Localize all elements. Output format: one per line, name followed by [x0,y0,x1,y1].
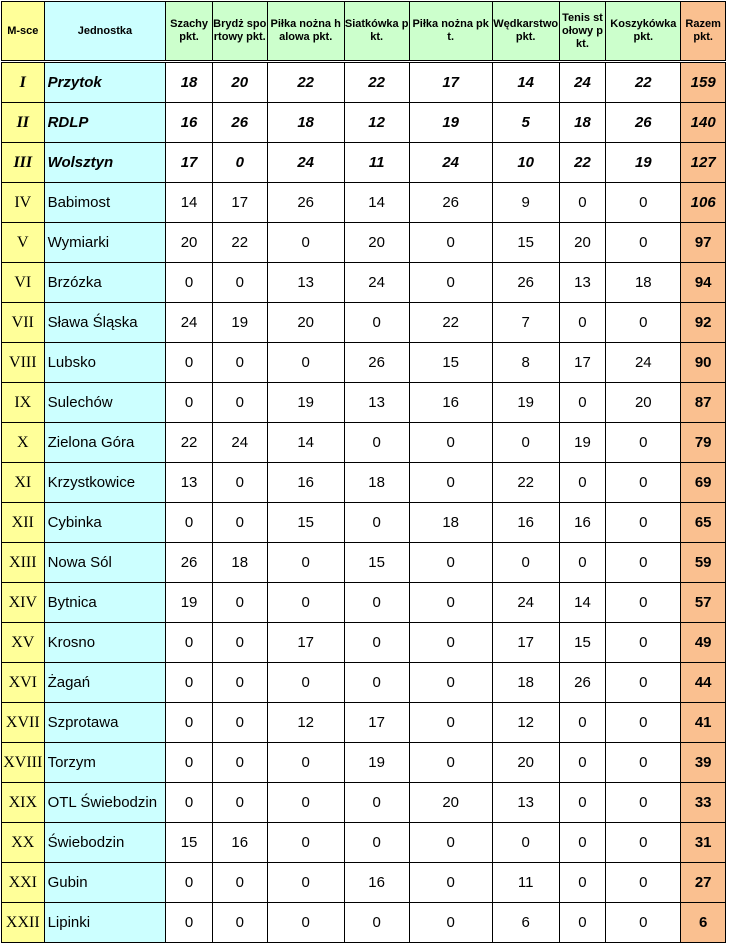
table-row [2,903,726,943]
score-cell: 0 [409,423,492,463]
score-cell: 7 [492,303,559,343]
score-cell: 0 [166,263,213,303]
score-cell: 0 [606,583,681,623]
header-discipline: Piłka nożna halowa pkt. [267,2,344,62]
score-cell: 0 [606,623,681,663]
total-cell: 57 [681,583,726,623]
score-cell: 22 [344,62,409,103]
header-discipline: Szachy pkt. [166,2,213,62]
score-cell: 22 [492,463,559,503]
score-cell: 0 [559,903,606,943]
place-cell: XV [2,623,45,663]
score-cell: 20 [606,383,681,423]
total-cell: 94 [681,263,726,303]
score-cell: 17 [409,62,492,103]
score-cell: 0 [212,783,267,823]
score-cell: 16 [559,503,606,543]
score-cell: 0 [409,543,492,583]
header-place: M-sce [2,2,45,62]
score-cell: 0 [409,663,492,703]
place-cell: XIII [2,543,45,583]
score-cell: 24 [559,62,606,103]
place-cell: XIX [2,783,45,823]
place-cell: XVIII [2,743,45,783]
score-cell: 0 [212,623,267,663]
score-cell: 0 [344,583,409,623]
table-row [2,103,726,143]
table-row [2,863,726,903]
score-cell: 20 [492,743,559,783]
score-cell: 0 [166,343,213,383]
score-cell: 0 [212,583,267,623]
score-cell: 0 [166,903,213,943]
total-cell: 106 [681,183,726,223]
score-cell: 16 [166,103,213,143]
score-cell: 19 [212,303,267,343]
results-body [2,62,726,943]
score-cell: 5 [492,103,559,143]
score-cell: 0 [559,743,606,783]
score-cell: 0 [492,543,559,583]
header-total: Razem pkt. [681,2,726,62]
score-cell: 18 [212,543,267,583]
unit-name-cell: Sulechów [44,383,166,423]
score-cell: 0 [267,343,344,383]
score-cell: 0 [267,223,344,263]
score-cell: 15 [267,503,344,543]
score-cell: 19 [492,383,559,423]
place-cell: XIV [2,583,45,623]
unit-name-cell: Krzystkowice [44,463,166,503]
score-cell: 0 [559,863,606,903]
score-cell: 19 [409,103,492,143]
score-cell: 0 [606,903,681,943]
score-cell: 0 [166,703,213,743]
score-cell: 0 [212,903,267,943]
score-cell: 11 [492,863,559,903]
score-cell: 0 [559,703,606,743]
table-row [2,143,726,183]
score-cell: 24 [492,583,559,623]
results-table [1,1,726,943]
score-cell: 15 [344,543,409,583]
table-row [2,463,726,503]
score-cell: 20 [166,223,213,263]
score-cell: 0 [606,303,681,343]
total-cell: 140 [681,103,726,143]
score-cell: 26 [606,103,681,143]
score-cell: 24 [267,143,344,183]
score-cell: 0 [492,823,559,863]
score-cell: 14 [492,62,559,103]
score-cell: 0 [212,263,267,303]
score-cell: 0 [166,663,213,703]
place-cell: XXI [2,863,45,903]
score-cell: 0 [344,663,409,703]
score-cell: 0 [344,783,409,823]
score-cell: 0 [212,383,267,423]
place-cell: XX [2,823,45,863]
header-row [2,2,726,62]
score-cell: 0 [409,623,492,663]
score-cell: 16 [409,383,492,423]
total-cell: 159 [681,62,726,103]
score-cell: 0 [344,623,409,663]
score-cell: 0 [559,783,606,823]
score-cell: 0 [559,543,606,583]
total-cell: 27 [681,863,726,903]
score-cell: 0 [267,783,344,823]
total-cell: 65 [681,503,726,543]
score-cell: 26 [212,103,267,143]
unit-name-cell: Cybinka [44,503,166,543]
score-cell: 19 [344,743,409,783]
table-row [2,823,726,863]
score-cell: 19 [267,383,344,423]
place-cell: VII [2,303,45,343]
score-cell: 24 [344,263,409,303]
table-row [2,423,726,463]
table-row [2,343,726,383]
unit-name-cell: Żagań [44,663,166,703]
score-cell: 0 [409,463,492,503]
score-cell: 14 [267,423,344,463]
score-cell: 0 [559,823,606,863]
unit-name-cell: Świebodzin [44,823,166,863]
score-cell: 24 [409,143,492,183]
total-cell: 44 [681,663,726,703]
score-cell: 26 [492,263,559,303]
score-cell: 16 [492,503,559,543]
score-cell: 22 [212,223,267,263]
table-row [2,663,726,703]
score-cell: 0 [166,383,213,423]
unit-name-cell: Nowa Sól [44,543,166,583]
score-cell: 0 [212,343,267,383]
place-cell: XI [2,463,45,503]
score-cell: 0 [344,903,409,943]
score-cell: 0 [267,863,344,903]
table-row [2,583,726,623]
score-cell: 0 [212,863,267,903]
score-cell: 19 [606,143,681,183]
score-cell: 18 [344,463,409,503]
score-cell: 0 [606,423,681,463]
score-cell: 0 [166,863,213,903]
table-row [2,783,726,823]
place-cell: XVI [2,663,45,703]
score-cell: 18 [267,103,344,143]
place-cell: XII [2,503,45,543]
score-cell: 13 [344,383,409,423]
header-discipline: Siatkówka pkt. [344,2,409,62]
score-cell: 12 [344,103,409,143]
total-cell: 97 [681,223,726,263]
table-row [2,183,726,223]
unit-name-cell: Wolsztyn [44,143,166,183]
score-cell: 0 [212,703,267,743]
score-cell: 13 [267,263,344,303]
score-cell: 14 [344,183,409,223]
score-cell: 20 [559,223,606,263]
total-cell: 79 [681,423,726,463]
table-row [2,383,726,423]
score-cell: 0 [344,823,409,863]
score-cell: 26 [267,183,344,223]
header-discipline: Brydż sportowy pkt. [212,2,267,62]
score-cell: 12 [267,703,344,743]
score-cell: 22 [559,143,606,183]
place-cell: II [2,103,45,143]
score-cell: 0 [267,663,344,703]
score-cell: 0 [559,463,606,503]
score-cell: 0 [212,463,267,503]
score-cell: 6 [492,903,559,943]
score-cell: 9 [492,183,559,223]
score-cell: 0 [212,503,267,543]
score-cell: 17 [212,183,267,223]
place-cell: XXII [2,903,45,943]
header-discipline: Wędkarstwo pkt. [492,2,559,62]
place-cell: III [2,143,45,183]
unit-name-cell: Lubsko [44,343,166,383]
score-cell: 12 [492,703,559,743]
unit-name-cell: Bytnica [44,583,166,623]
score-cell: 0 [606,703,681,743]
table-row [2,62,726,103]
header-discipline: Piłka nożna pkt. [409,2,492,62]
score-cell: 0 [267,583,344,623]
score-cell: 0 [606,783,681,823]
unit-name-cell: Brzózka [44,263,166,303]
score-cell: 0 [606,663,681,703]
unit-name-cell: OTL Świebodzin [44,783,166,823]
score-cell: 0 [492,423,559,463]
score-cell: 18 [606,263,681,303]
score-cell: 22 [267,62,344,103]
table-row [2,263,726,303]
score-cell: 0 [212,663,267,703]
score-cell: 14 [559,583,606,623]
place-cell: X [2,423,45,463]
score-cell: 0 [166,503,213,543]
score-cell: 17 [492,623,559,663]
unit-name-cell: Babimost [44,183,166,223]
score-cell: 15 [409,343,492,383]
score-cell: 16 [267,463,344,503]
score-cell: 0 [267,743,344,783]
place-cell: I [2,62,45,103]
header-discipline: Tenis stołowy pkt. [559,2,606,62]
score-cell: 0 [606,503,681,543]
total-cell: 69 [681,463,726,503]
unit-name-cell: Krosno [44,623,166,663]
place-cell: XVII [2,703,45,743]
table-row [2,503,726,543]
score-cell: 26 [344,343,409,383]
score-cell: 13 [166,463,213,503]
score-cell: 13 [492,783,559,823]
score-cell: 18 [166,62,213,103]
place-cell: IV [2,183,45,223]
score-cell: 17 [344,703,409,743]
score-cell: 0 [559,383,606,423]
score-cell: 0 [409,863,492,903]
total-cell: 92 [681,303,726,343]
score-cell: 26 [559,663,606,703]
score-cell: 22 [166,423,213,463]
table-row [2,743,726,783]
score-cell: 0 [409,823,492,863]
score-cell: 19 [559,423,606,463]
score-cell: 0 [606,863,681,903]
score-cell: 14 [166,183,213,223]
table-row [2,543,726,583]
score-cell: 0 [409,903,492,943]
score-cell: 19 [166,583,213,623]
score-cell: 0 [559,303,606,343]
place-cell: IX [2,383,45,423]
score-cell: 26 [166,543,213,583]
score-cell: 17 [166,143,213,183]
score-cell: 13 [559,263,606,303]
place-cell: VI [2,263,45,303]
score-cell: 24 [212,423,267,463]
total-cell: 33 [681,783,726,823]
unit-name-cell: Zielona Góra [44,423,166,463]
score-cell: 20 [344,223,409,263]
score-cell: 15 [166,823,213,863]
total-cell: 49 [681,623,726,663]
unit-name-cell: Szprotawa [44,703,166,743]
score-cell: 11 [344,143,409,183]
total-cell: 87 [681,383,726,423]
score-cell: 0 [344,503,409,543]
score-cell: 0 [267,823,344,863]
unit-name-cell: Gubin [44,863,166,903]
total-cell: 127 [681,143,726,183]
score-cell: 0 [166,623,213,663]
unit-name-cell: Lipinki [44,903,166,943]
place-cell: V [2,223,45,263]
score-cell: 0 [267,903,344,943]
score-cell: 0 [606,743,681,783]
score-cell: 16 [344,863,409,903]
score-cell: 24 [606,343,681,383]
score-cell: 15 [492,223,559,263]
score-cell: 18 [492,663,559,703]
total-cell: 59 [681,543,726,583]
score-cell: 0 [409,263,492,303]
score-cell: 10 [492,143,559,183]
score-cell: 0 [409,223,492,263]
score-cell: 0 [212,143,267,183]
total-cell: 39 [681,743,726,783]
score-cell: 0 [409,703,492,743]
score-cell: 0 [559,183,606,223]
table-row [2,623,726,663]
table-row [2,703,726,743]
score-cell: 0 [606,183,681,223]
unit-name-cell: Przytok [44,62,166,103]
score-cell: 16 [212,823,267,863]
table-row [2,303,726,343]
score-cell: 0 [606,463,681,503]
total-cell: 6 [681,903,726,943]
score-cell: 0 [606,823,681,863]
score-cell: 0 [212,743,267,783]
score-cell: 18 [409,503,492,543]
score-cell: 0 [409,743,492,783]
score-cell: 0 [166,743,213,783]
score-cell: 0 [606,543,681,583]
score-cell: 0 [344,303,409,343]
score-cell: 22 [606,62,681,103]
place-cell: VIII [2,343,45,383]
score-cell: 17 [559,343,606,383]
score-cell: 20 [409,783,492,823]
score-cell: 8 [492,343,559,383]
score-cell: 18 [559,103,606,143]
score-cell: 20 [267,303,344,343]
table-row [2,223,726,263]
score-cell: 24 [166,303,213,343]
unit-name-cell: Sława Śląska [44,303,166,343]
score-cell: 22 [409,303,492,343]
total-cell: 90 [681,343,726,383]
total-cell: 41 [681,703,726,743]
score-cell: 17 [267,623,344,663]
header-discipline: Koszykówka pkt. [606,2,681,62]
score-cell: 0 [166,783,213,823]
score-cell: 0 [344,423,409,463]
unit-name-cell: RDLP [44,103,166,143]
score-cell: 26 [409,183,492,223]
score-cell: 0 [409,583,492,623]
unit-name-cell: Wymiarki [44,223,166,263]
score-cell: 0 [606,223,681,263]
unit-name-cell: Torzym [44,743,166,783]
header-unit: Jednostka [44,2,166,62]
score-cell: 0 [267,543,344,583]
score-cell: 15 [559,623,606,663]
score-cell: 20 [212,62,267,103]
total-cell: 31 [681,823,726,863]
